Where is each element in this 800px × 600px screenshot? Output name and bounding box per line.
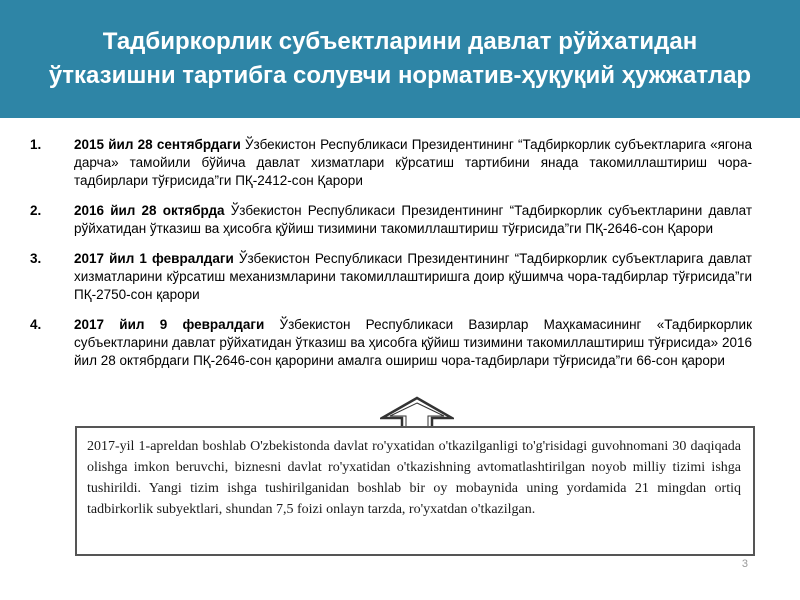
list-item (30, 316, 752, 370)
slide-title (39, 25, 761, 93)
list-item (30, 136, 752, 190)
list-item-text (74, 202, 752, 238)
list-item-body: Ўзбекистон Республикаси Президентининг “Тадбиркорлик субъектларини давлат рўйхатидан ўтказиш ва ҳисобга қўйиш тизимини такомиллаштириш тўғрисида”ги ПҚ-2646-сон Қарори (74, 203, 753, 236)
list-item-date: 2016 йил 28 октябрда (74, 203, 225, 218)
list-item-text (74, 136, 752, 190)
list-item-body: Ўзбекистон Республикаси Президентининг “Тадбиркорлик субъектларига давлат хизматларини кўрсатиш механизмларини такомиллаштиришга доир қўшимча чора-тадбирлар тўғрисида”ги ПҚ-2750-сон қарори (74, 251, 752, 302)
slide-title-line1: Тадбиркорлик субъектларини давлат рўйхатидан (102, 28, 698, 55)
note-box (75, 426, 755, 556)
list-item (30, 250, 752, 304)
list-item-text (74, 316, 752, 370)
note-text: 2017-yil 1-apreldan boshlab O'zbekistonda davlat ro'yxatidan o'tkazilganligi to'g'risidagi guvohnomani 30 daqiqada olishga imkon beruvchi, biznesni davlat ro'yxatidan o'tkazishning avtomatlashtirilgan noyob milliy tizimi ishga tushirildi. Yangi tizim ishga tushirilganidan boshlab bir oy mobaynida uning yordamida 21 mingdan ortiq tadbirkorlik subyektlari, shundan 7,5 foizi onlayn tarzda, ro'yxatdan o'tkazilgan. (87, 439, 741, 517)
list-item-date: 2015 йил 28 сентябрдаги (74, 137, 241, 152)
list-item-number: 3. (30, 251, 42, 266)
page-number: 3 (741, 558, 748, 570)
list-item-text (74, 250, 752, 304)
list-item-body: Ўзбекистон Республикаси Президентининг “Тадбиркорлик субъектларига «ягона дарча» тамойили бўйича давлат хизматлари кўрсатиш тартибини янада такомиллаштириш чора-тадбирлари тўғрисида”ги ПҚ-2412-сон Қарори (74, 137, 752, 188)
slide-title-line2: ўтказишни тартибга солувчи норматив-ҳуқуқий ҳужжатлар (48, 62, 752, 89)
list-item-number: 4. (30, 317, 42, 332)
list-item-number: 2. (30, 203, 42, 218)
list-item-body: Ўзбекистон Республикаси Вазирлар Маҳкамасининг «Тадбиркорлик субъектларини давлат рўйхатидан ўтказиш ва ҳисобга қўйиш тизимини такомиллаштириш тўғрисида» 2016 йил 28 октябрдаги ПҚ-2646-сон қарорини амалга ошириш чора-тадбирлари тўғрисида”ги 66-сон қарори (74, 317, 752, 368)
list-item (30, 202, 752, 238)
document-list (30, 136, 752, 382)
list-item-number: 1. (30, 137, 42, 152)
header-banner (0, 0, 800, 118)
list-item-date: 2017 йил 1 февралдаги (74, 251, 234, 266)
list-item-date: 2017 йил 9 февралдаги (74, 317, 265, 332)
